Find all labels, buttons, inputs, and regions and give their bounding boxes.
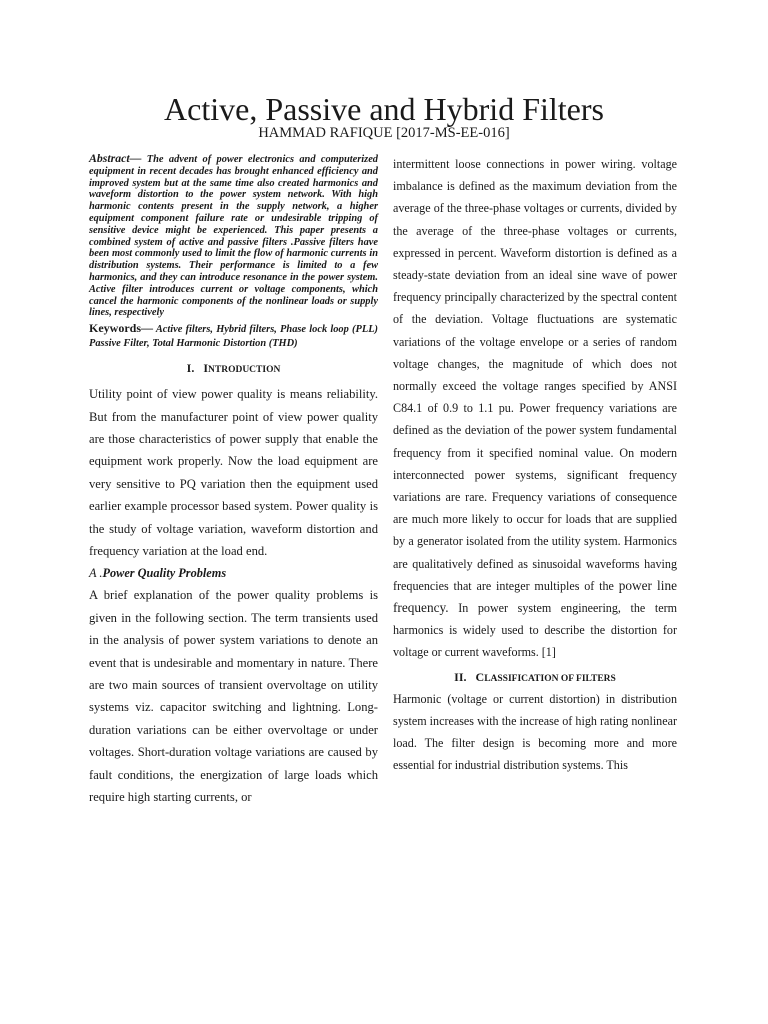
section-heading-classification <box>393 670 677 686</box>
section-title-initial: I <box>203 361 209 376</box>
section-number: II. <box>454 669 467 684</box>
section-title-initial: C <box>475 669 485 684</box>
abstract <box>89 153 378 319</box>
classification-paragraph: Harmonic (voltage or current distortion) in distribution system increases with the increase of high rating nonlinear load. The filter design is becoming more and more essential for industrial distribution systems. This <box>393 691 677 773</box>
section-title-rest: LASSIFICATION OF FILTERS <box>484 673 616 684</box>
subsection-title: Power Quality Problems <box>102 566 227 581</box>
paper-title: Active, Passive and Hybrid Filters <box>164 91 604 127</box>
author-line: HAMMAD RAFIQUE [2017-MS-EE-016] <box>258 125 510 141</box>
power-line-frequency-phrase: power line frequency. <box>393 577 677 616</box>
abstract-text: The advent of power electronics and computerized equipment in recent decades has brought enhanced efficiency and improved system but at the same time also created harmonics and waveform distortion to the power system network. With high harmonic contents present in the supply network, a higher equipment component failure rate or undesirable tripping of sensitive device might be experienced. This paper presents a combined system of active and passive filters .Passive filters have been most commonly used to limit the flow of harmonic currents in distribution systems. Their performance is limited to a few harmonics, and they can introduce resonance in the power system. Active filter introduces current or voltage components, which cancel the harmonic components of the nonlinear loads or supply lines, respectively <box>89 154 379 319</box>
section-number: I. <box>186 361 195 376</box>
power-quality-paragraph: A brief explanation of the power quality problems is given in the following section. The term transients used in the analysis of power system variations to denote an event that is undesirable and momentary in nature. There are two main sources of transient overvoltage on utility systems viz. capacitor switching and lightning. Long-duration variations can be either overvoltage or under voltages. Short-duration voltage variations are caused by fault conditions, the energization of large loads which require high starting currents, or <box>89 588 378 805</box>
keywords <box>89 321 378 351</box>
subsection-label: A . <box>89 566 103 581</box>
continued-text-after: In power system engineering, the term harmonics is widely used to describe the distortion for voltage or current waveforms. [1] <box>393 601 677 660</box>
keywords-text: Active filters, Hybrid filters, Phase lock loop (PLL) Passive Filter, Total Harmonic Distortion (THD) <box>89 324 378 350</box>
right-column <box>393 153 677 776</box>
section-heading-introduction <box>89 361 378 377</box>
subsection-heading <box>89 562 378 584</box>
continued-text-before: intermittent loose connections in power wiring. voltage imbalance is defined as the maximum deviation from the average of the three-phase voltages or currents, divided by the average of the three-phase voltages or currents, expressed in percent. Waveform distortion is defined as a steady-state deviation from an ideal sine wave of power frequency principally characterized by the spectral content of the deviation. Voltage fluctuations are systematic variations of the voltage envelope or a series of random voltage changes, the magnitude of which does not normally exceed the voltage ranges specified by ANSI C84.1 of 0.9 to 1.1 pu. Power frequency variations are defined as the deviation of the power system fundamental frequency from it specified nominal value. On modern interconnected power systems, significant frequency variations are rare. Frequency variations of consequence are much more likely to occur for loads that are supplied by a generator isolated from the utility system. Harmonics are qualitatively defined as sinusoidal waveforms having frequencies that are integer multiples of the <box>393 157 677 593</box>
section-title-rest: NTRODUCTION <box>208 365 281 376</box>
keywords-label: Keywords— <box>89 321 153 336</box>
left-column <box>89 153 378 808</box>
intro-paragraph: Utility point of view power quality is means reliability. But from the manufacturer point of view power quality are those characteristics of power supply that enable the equipment work properly. Now the load equipment are very sensitive to PQ variation then the equipment used earlier example processor based system. Power quality is the study of voltage variation, waveform distortion and frequency variation at the load end. <box>89 387 378 558</box>
abstract-label: Abstract— <box>89 151 142 165</box>
continued-paragraph <box>393 153 677 664</box>
